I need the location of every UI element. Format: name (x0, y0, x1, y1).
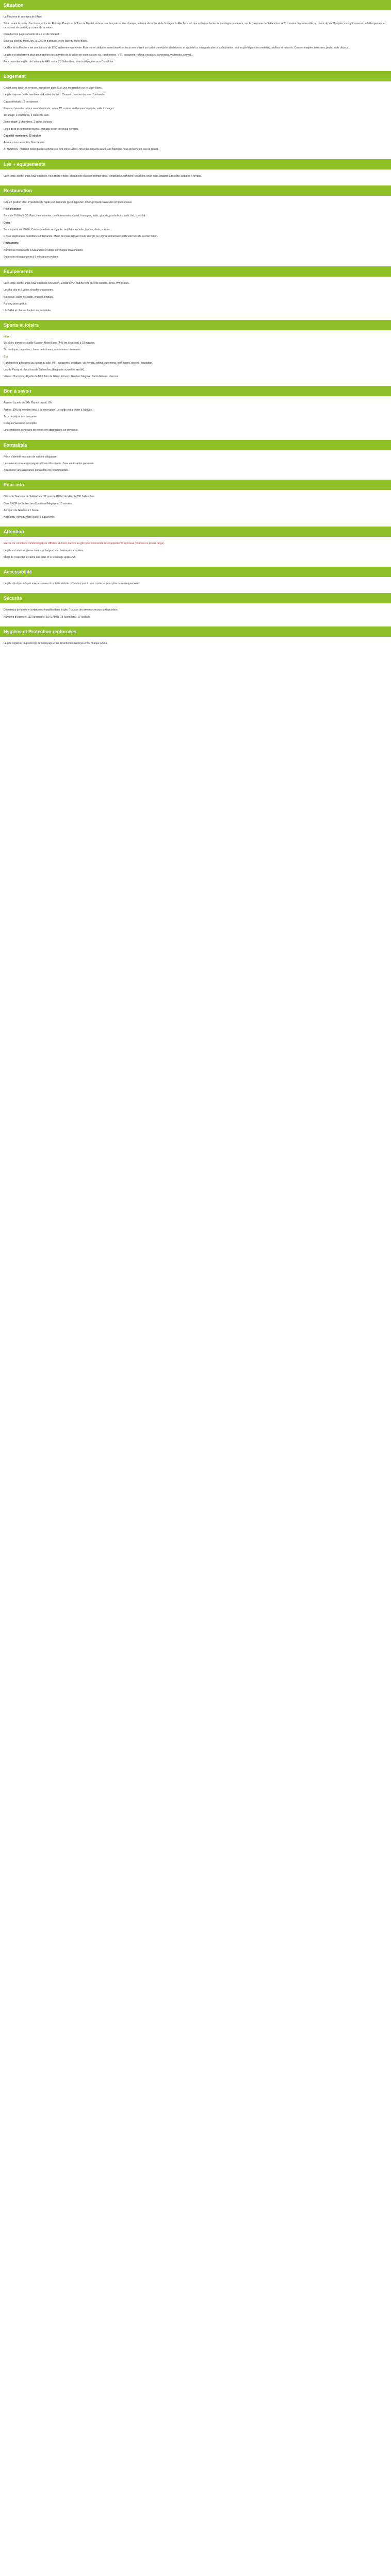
paragraph: Capacité maximum: 12 adultes (4, 134, 42, 138)
section (0, 0, 391, 71)
section (0, 593, 391, 626)
paragraph: Servi de 7h30 à 9h30. Pain, viennoiseries, confitures maison, miel, fromages, fruits, yaourts, jus de fruits, café, thé, chocolat. (4, 214, 146, 218)
paragraph: Chalet avec jardin et terrasse, exposition plein Sud, vue imprenable sur le Mont-Blanc. (4, 87, 103, 90)
paragraph: Capacité totale: 12 personnes. (4, 100, 39, 104)
section-body (0, 335, 391, 379)
section-title: Pour info (0, 480, 391, 490)
paragraph: Pour rejoindre le gîte, de l'autoroute A40, sortie 21 Sallanches, direction Megève puis Combloux. (4, 60, 114, 63)
paragraph: Office de Tourisme de Sallanches: 32 quai de l'Hôtel de Ville, 74700 Sallanches. (4, 495, 95, 499)
section-spacer (0, 181, 391, 185)
section-body (0, 175, 391, 178)
paragraph: Détecteurs de fumée et extincteurs installés dans le gîte. Trousse de premiers secours à disposition. (4, 608, 119, 612)
section-body (0, 582, 391, 586)
section-title: Les + équipements (0, 159, 391, 170)
subheading: Eté (4, 355, 8, 359)
page-root (0, 0, 391, 653)
section-spacer (0, 262, 391, 266)
paragraph: Gare SNCF de Sallanches-Combloux-Megève à 10 minutes. (4, 502, 73, 505)
paragraph: Plan d'accès page suivante et sur le site internet. (4, 32, 60, 36)
paragraph: Servi à partir de 19h30. Cuisine familiale savoyarde: tartiflette, raclette, fondue, diots, soupes... (4, 228, 112, 231)
paragraph: Lave-linge, sèche-linge, lave-vaisselle, four, micro-ondes, plaques de cuisson, réfrigérateur, congélateur, cafetière, bouilloire, grille-pain, appareil à raclette, appareil à fondue. (4, 174, 202, 178)
section-body (0, 201, 391, 259)
section (0, 480, 391, 527)
paragraph: Le gîte dispose de 6 chambres et 4 salles de bain. Chaque chambre dispose d'un lavabo. (4, 93, 106, 97)
paragraph: Les mineurs non accompagnés doivent être munis d'une autorisation parentale. (4, 462, 95, 465)
section-body (0, 455, 391, 473)
section (0, 440, 391, 480)
section-body (0, 495, 391, 519)
section (0, 266, 391, 320)
paragraph: Ski alpin: domaine skiable Evasion Mont-Blanc (445 km de pistes) à 15 minutes. (4, 342, 95, 345)
section-body (0, 642, 391, 646)
section-spacer (0, 436, 391, 440)
paragraph: Repas végétariens possibles sur demande. Merci de nous signaler toute allergie ou régime alimentaire particulier lors de la réservation. (4, 235, 158, 238)
paragraph: Les conditions générales de vente sont disponibles sur demande. (4, 429, 79, 432)
paragraph: Le gîte n'est pas adapté aux personnes à mobilité réduite. N'hésitez pas à nous contacter pour plus de renseignements. (4, 582, 141, 586)
paragraph: Numéros d'urgence: 112 (urgences), 15 (SAMU), 18 (pompiers), 17 (police). (4, 615, 91, 619)
paragraph: 1er étage: 3 chambres, 2 salles de bain. (4, 114, 50, 117)
paragraph: Pièce d'identité en cours de validité obligatoire. (4, 455, 58, 459)
paragraph: Le gîte est idéalement situé pour profiter des activités de la vallée en toute saison: ski, randonnées, VTT, parapente, rafting, escalade, canyoning, via ferrata, cheval... (4, 53, 193, 57)
paragraph: Linge de lit et de toilette fournis. Ménage de fin de séjour compris. (4, 127, 79, 131)
section-spacer (0, 622, 391, 626)
paragraph: Arrhes: 30% du montant total à la réservation. Le solde est à régler à l'arrivée. (4, 408, 93, 412)
paragraph: La Flechère et ses rives de l'Arve. (4, 15, 43, 19)
section-body (0, 542, 391, 560)
subheading: Hiver (4, 335, 11, 339)
paragraph: Arrivée: à partir de 17h. Départ: avant 10h. (4, 401, 53, 405)
section-title: Equipements (0, 266, 391, 277)
section-body (0, 401, 391, 432)
section-title: Sports et loisirs (0, 320, 391, 330)
section-spacer (0, 155, 391, 159)
section-spacer (0, 316, 391, 320)
section-title: Sécurité (0, 593, 391, 603)
paragraph: Supérette et boulangerie à 5 minutes en voiture. (4, 255, 59, 259)
section (0, 527, 391, 567)
paragraph: Lave-linge, sèche-linge, lave-vaisselle, télévision, lecteur DVD, chaîne hi-fi, jeux de société, livres, Wifi gratuit. (4, 282, 129, 285)
paragraph: Barbecue, salon de jardin, chaises longues. (4, 295, 54, 299)
section-body (0, 282, 391, 313)
paragraph: Chèques vacances acceptés. (4, 422, 38, 426)
paragraph: Situé au pied du Mont Joly, à 1000 m d'altitude, et en face du Mont-Blanc. (4, 40, 88, 43)
sections-container (0, 0, 391, 653)
paragraph: Animaux non acceptés. Non fumeur. (4, 141, 45, 144)
paragraph: Ski nordique, raquettes, chiens de traîneau, randonnées hivernales. (4, 348, 82, 352)
section-spacer (0, 522, 391, 527)
section-title: Logement (0, 71, 391, 81)
paragraph: Aéroport de Genève à 1 heure. (4, 509, 39, 512)
section-spacer (0, 382, 391, 386)
paragraph: Lits bébé et chaises hautes sur demande. (4, 309, 52, 312)
paragraph: Merci de respecter le calme des lieux et le voisinage après 22h. (4, 555, 76, 559)
section-body (0, 87, 391, 152)
section (0, 626, 391, 653)
paragraph: Hôpital du Pays du Mont-Blanc à Sallanches. (4, 516, 56, 519)
paragraph: Taxe de séjour non comprise. (4, 415, 38, 418)
paragraph: Lac de Passy et plan d'eau de Sallanches (baignade surveillée en été). (4, 368, 85, 371)
section (0, 71, 391, 159)
paragraph: Restaurants (4, 242, 19, 245)
paragraph: Petit-déjeuner (4, 208, 21, 211)
paragraph: 2ème étage: 3 chambres, 2 salles de bain. (4, 121, 53, 124)
paragraph: Le Gîte de la Flechère est une bâtisse de 1750 entièrement rénovée. Pour votre confort et votre bien-être, nous avons créé un cadre convivial et chaleureux, et apporté un soin particulier à la décoration, tout en privilégiant les matériaux nobles et naturels. Cuisine équipée, terrasses, jardin, salle de jeux... (4, 46, 351, 50)
section-body (0, 608, 391, 619)
section (0, 320, 391, 386)
section (0, 386, 391, 439)
paragraph: Local à skis et à vélos, chauffe-chaussures. (4, 289, 54, 292)
section-title: Formalités (0, 440, 391, 450)
section (0, 159, 391, 185)
paragraph: Nombreux restaurants à Sallanches et dans les villages environnants. (4, 248, 84, 252)
paragraph: Dîner (4, 221, 10, 225)
paragraph: Situé, avant la partie d'occitanie, entre les Rochers Pourris et la Tour de Montet, à deux pas des prés et des champs, entouré de forêts et de bocages, la Flechère est une ancienne ferme de montagne restaurée, sur la commune de Sallanches. A 10 minutes du centre-ville, au coeur du Val Montjoie, vous y trouverez un hébergement et un accueil de qualité, au coeur de la nature. (4, 22, 386, 29)
paragraph: Parking privé gratuit. (4, 302, 27, 306)
section-spacer (0, 67, 391, 71)
paragraph: En cas de conditions météorologiques difficiles en hiver, l'accès au gîte peut nécessiter des équipements spéciaux (chaînes ou pneus neige). (4, 542, 165, 546)
paragraph: Randonnées pédestres au départ du gîte, VTT, parapente, escalade, via ferrata, rafting, canyoning, golf, tennis, piscine, équitation. (4, 361, 153, 365)
paragraph: Gîte en gestion libre. Possibilité de repas sur demande (petit-déjeuner, dîner) préparés avec des produits locaux. (4, 200, 133, 204)
paragraph: Visites: Chamonix, Aiguille du Midi, Mer de Glace, Annecy, Genève, Megève, Saint-Gervais, thermes. (4, 375, 119, 379)
section-body (0, 15, 391, 64)
paragraph: Le gîte est situé en pleine nature: prévoyez des chaussures adaptées. (4, 549, 84, 552)
section-spacer (0, 589, 391, 593)
section (0, 185, 391, 266)
paragraph: ATTENTION : Veuillez noter que les arrivées se font entre 17h et 19h et les départs avant 10h. Merci de nous prévenir en cas de retard. (4, 148, 159, 151)
section-title: Attention (0, 527, 391, 537)
section-spacer (0, 649, 391, 653)
section-title: Restauration (0, 185, 391, 196)
section-title: Bon à savoir (0, 386, 391, 396)
paragraph: Assurance: une assurance annulation est recommandée. (4, 469, 69, 472)
section (0, 567, 391, 593)
section-spacer (0, 476, 391, 480)
section-spacer (0, 563, 391, 567)
section-title: Situation (0, 0, 391, 10)
paragraph: Le gîte applique un protocole de nettoyage et de désinfection renforcé entre chaque séjour. (4, 641, 108, 645)
paragraph: Rez-de-chaussée: séjour avec cheminée, salon TV, cuisine entièrement équipée, salle à manger. (4, 107, 115, 110)
section-title: Accessibilité (0, 567, 391, 577)
section-title: Hygiène et Protection renforcées (0, 626, 391, 637)
